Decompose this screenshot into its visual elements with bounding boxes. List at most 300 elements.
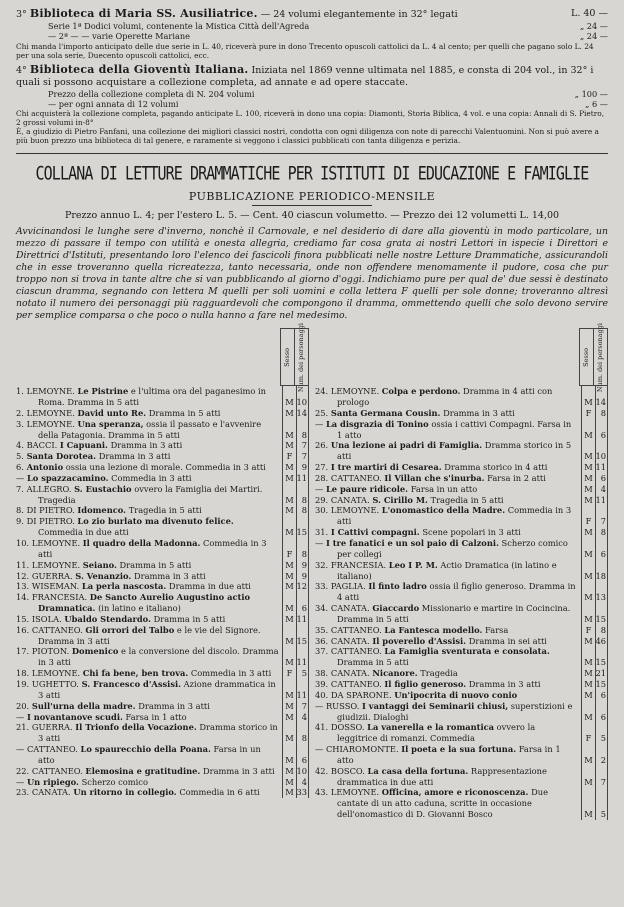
- entry-characters: 10: [296, 386, 309, 408]
- entry-sex: M: [282, 386, 296, 408]
- entry-description: Dramma storico in 3 atti: [38, 722, 278, 744]
- entry-number: 43.: [315, 787, 329, 798]
- play-entry: [315, 722, 608, 744]
- entry-characters: 14: [296, 407, 307, 418]
- play-entry: [16, 712, 309, 723]
- entry-number: 4.: [16, 440, 24, 451]
- entry-description: Farsa in un atto: [38, 744, 261, 765]
- play-entry: [315, 538, 608, 560]
- entry-description: ossia una lezione di morale. Commedia in 3 atti: [63, 462, 266, 473]
- entry-characters: 12: [296, 581, 307, 592]
- entry-number: 40.: [315, 689, 329, 700]
- entry-number: 34.: [315, 603, 329, 614]
- entry-number: 24.: [315, 386, 329, 397]
- play-entry-text: [16, 668, 282, 679]
- play-entry: [315, 701, 608, 723]
- entry-author: BOSCO.: [330, 765, 365, 776]
- play-entry-text: [16, 408, 282, 419]
- entry-title: Una lezione ai padri di Famiglia.: [330, 440, 483, 451]
- play-entry: [16, 408, 309, 419]
- entry-characters: 6: [595, 473, 608, 484]
- entry-characters: 11: [595, 494, 606, 505]
- entry-title: Un ritorno in collegio.: [73, 787, 177, 798]
- entry-number: 38.: [315, 668, 329, 679]
- header-characters: Num. dei personaggi: [596, 322, 604, 392]
- section-4-line-2-price: „ 6 —: [585, 98, 608, 109]
- entry-number: 30.: [315, 505, 329, 516]
- play-list: [16, 322, 608, 820]
- play-entry: [16, 646, 309, 668]
- play-entry: [315, 625, 608, 636]
- entry-number: 28.: [315, 472, 329, 483]
- entry-author: ALLEGRO.: [26, 483, 72, 494]
- play-entry: [315, 646, 608, 668]
- entry-sex: M: [282, 419, 296, 441]
- entry-number: 18.: [16, 668, 30, 679]
- play-entry: [16, 440, 309, 451]
- entry-sex: M: [581, 527, 595, 538]
- entry-number: 42.: [315, 765, 329, 776]
- entry-description: Dramma in 3 atti: [131, 570, 206, 581]
- play-entry: [315, 766, 608, 788]
- entry-characters: 33: [296, 787, 307, 798]
- entry-sex: F: [282, 538, 296, 560]
- play-entry: [16, 484, 309, 506]
- entry-characters: 8: [296, 505, 309, 516]
- play-entry-text: [315, 386, 581, 408]
- entry-number: —: [315, 418, 324, 429]
- entry-description: Dramma in 5 atti: [116, 559, 192, 570]
- entry-title: Un ripiego.: [26, 776, 79, 787]
- entry-characters: 6: [595, 690, 608, 701]
- entry-number: 9.: [16, 516, 24, 527]
- entry-characters: 7: [595, 505, 608, 527]
- play-entry: [16, 668, 309, 679]
- entry-sex: F: [581, 722, 595, 744]
- entry-sex: M: [282, 614, 296, 625]
- play-entry-text: [315, 560, 581, 582]
- entry-characters: 7: [595, 766, 608, 788]
- entry-sex: M: [282, 787, 296, 798]
- entry-author: CANATA.: [330, 668, 370, 679]
- play-entry: [315, 440, 608, 462]
- entry-description: (in latino e italiano): [95, 603, 181, 614]
- play-entry: [315, 505, 608, 527]
- entry-sex: M: [581, 690, 595, 701]
- play-entry: [315, 636, 608, 647]
- play-entry-text: [16, 462, 282, 473]
- entry-characters: 5: [595, 722, 608, 744]
- entry-title: Ubaldo Stendardo.: [64, 613, 151, 624]
- entry-title: Il Trionfo della Vocazione.: [75, 722, 197, 733]
- entry-description: Farsa in 1 atto: [122, 711, 187, 722]
- entry-sex: M: [581, 766, 595, 788]
- play-list-left: [16, 322, 309, 820]
- play-entry: [315, 527, 608, 538]
- play-entry-text: [16, 440, 282, 451]
- entry-title: S. Cirillo M.: [372, 494, 428, 505]
- play-entry-text: [16, 625, 282, 647]
- entry-characters: 9: [296, 462, 309, 473]
- entry-author: LEMOYNE.: [330, 386, 380, 397]
- entry-author: CATTANEO.: [330, 646, 382, 657]
- play-entry: [315, 603, 608, 625]
- entry-title: David unto Re.: [77, 407, 147, 418]
- entry-number: 32.: [315, 559, 329, 570]
- entry-characters: 6: [296, 744, 309, 766]
- entry-author: CANATA.: [330, 494, 370, 505]
- entry-title: Idomenco.: [77, 505, 127, 516]
- entry-description: Commedia in due atti: [38, 527, 129, 538]
- entry-characters: 5: [595, 787, 608, 820]
- entry-description: Tragedia: [417, 668, 458, 679]
- entry-characters: 10: [296, 765, 307, 776]
- entry-description: Dramma storico in 4 atti: [441, 462, 548, 473]
- play-entry-text: [16, 777, 282, 788]
- entry-characters: 11: [296, 679, 309, 701]
- entry-title: La Famiglia sventurata e consolata.: [384, 646, 550, 657]
- entry-title: I novantanove scudi.: [26, 711, 123, 722]
- entry-characters: 4: [296, 712, 309, 723]
- play-entry: [315, 787, 608, 820]
- entry-title: Il poverello d'Assisi.: [372, 635, 467, 646]
- entry-title: De Sancto Aurelio Augustino actio Dramnatica.: [38, 592, 251, 614]
- entry-sex: M: [581, 495, 595, 506]
- section-4-number: 4°: [16, 64, 27, 76]
- entry-sex: M: [282, 646, 296, 668]
- play-entry-text: [315, 419, 581, 441]
- entry-author: PIOTON.: [31, 646, 70, 657]
- entry-title: Domenico: [71, 646, 119, 657]
- entry-characters: 4: [595, 484, 608, 495]
- entry-characters: 6: [595, 701, 608, 723]
- entry-characters: 13: [595, 581, 608, 603]
- entry-description: Dramma in 5 atti: [337, 657, 409, 668]
- entry-description: Dramma in 3 atti: [135, 700, 210, 711]
- entry-author: LEMOYNE.: [31, 559, 81, 570]
- entry-characters: 9: [296, 571, 309, 582]
- entry-description: e le vie del Signore. Dramma in 3 atti: [38, 624, 261, 646]
- entry-number: 23.: [16, 787, 30, 798]
- entry-author: CATTANEO.: [330, 624, 382, 635]
- entry-author: CATTANEO.: [31, 624, 83, 635]
- play-entry: [315, 668, 608, 679]
- entry-description: e la conversione del discolo. Dramma in 3 atti: [38, 646, 279, 668]
- section-3-line-2-price: „ 24 —: [579, 31, 608, 42]
- entry-characters: 15: [296, 625, 309, 647]
- entry-description: Farsa in un atto: [408, 483, 478, 494]
- entry-sex: M: [282, 777, 296, 788]
- entry-title: La vanerella e la romantica: [367, 722, 495, 733]
- play-entry-text: [315, 484, 581, 495]
- play-entry-text: [16, 712, 282, 723]
- entry-number: —: [315, 483, 324, 494]
- entry-sex: M: [581, 581, 595, 603]
- entry-title: S. Venanzio.: [75, 570, 132, 581]
- play-entry: [16, 473, 309, 484]
- entry-number: 5.: [16, 451, 24, 462]
- play-entry: [16, 722, 309, 744]
- entry-author: PAGLIA.: [330, 581, 366, 592]
- play-entry: [315, 495, 608, 506]
- play-entry-text: [315, 636, 581, 647]
- entry-author: CATTANEO.: [330, 678, 382, 689]
- play-entry-text: [16, 538, 282, 560]
- entry-author: RUSSO.: [325, 700, 360, 711]
- entry-title: I Cattivi compagni.: [330, 527, 420, 538]
- header-characters: Num. dei personaggi: [297, 322, 305, 392]
- entry-description: Commedia in 3 atti: [108, 472, 192, 483]
- entry-characters: 8: [296, 722, 309, 744]
- entry-number: 10.: [16, 538, 30, 548]
- section-3: [16, 8, 608, 60]
- entry-number: —: [16, 711, 25, 722]
- entry-description: Farsa: [482, 624, 509, 635]
- entry-sex: M: [581, 560, 595, 582]
- entry-author: LEMOYNE.: [26, 407, 75, 418]
- entry-sex: M: [581, 646, 595, 668]
- entry-number: 35.: [315, 624, 329, 635]
- entry-sex: M: [282, 625, 296, 647]
- play-entry-text: [315, 462, 581, 473]
- entry-author: LEMOYNE.: [330, 505, 380, 516]
- entry-characters: 8: [595, 625, 608, 636]
- play-entry-text: [16, 473, 282, 484]
- entry-number: 41.: [315, 722, 329, 733]
- entry-description: Due cantate di un atto caduna, scritte in occasione dell'onomastico di D. Giovanni Bosco: [337, 787, 548, 820]
- entry-title: Un'ipocrita di nuovo conio: [394, 689, 518, 700]
- section-3-number: 3°: [16, 9, 27, 20]
- entry-author: FRANCESIA.: [31, 592, 88, 603]
- play-entry-text: [315, 581, 581, 603]
- entry-description: Commedia in 6 atti: [176, 787, 260, 798]
- entry-author: ISOLA.: [31, 613, 62, 624]
- section-3-line-2: — 2ª — — varie Operette Mariane: [48, 31, 190, 42]
- entry-characters: 8: [595, 408, 608, 419]
- entry-sex: M: [282, 516, 296, 538]
- entry-title: Officina, amore e riconoscenza.: [381, 787, 529, 798]
- play-entry-text: [315, 625, 581, 636]
- play-entry-text: [16, 701, 282, 712]
- play-entry: [16, 766, 309, 777]
- entry-title: Lo spaurecchio della Poana.: [80, 744, 211, 755]
- entry-description: Scene popolari in 3 atti: [419, 527, 521, 538]
- play-entry-text: [315, 787, 581, 820]
- entry-title: La disgrazia di Tonino: [325, 418, 429, 429]
- entry-sex: M: [282, 408, 296, 419]
- entry-description: Dramma in due atti: [166, 581, 251, 592]
- entry-sex: M: [581, 440, 595, 462]
- play-entry: [315, 408, 608, 419]
- play-entry: [315, 462, 608, 473]
- entry-author: CANATA.: [31, 787, 71, 798]
- play-entry: [16, 560, 309, 571]
- entry-sex: M: [282, 571, 296, 582]
- entry-title: Il finto ladro: [368, 581, 427, 592]
- entry-description: Rappresentazione drammatica in due atti: [337, 765, 547, 787]
- play-entry: [16, 505, 309, 516]
- entry-title: Il poeta e la sua fortuna.: [401, 744, 517, 755]
- entry-author: LEMOYNE.: [31, 538, 81, 548]
- entry-sex: M: [282, 473, 296, 484]
- entry-author: DI PIETRO.: [26, 516, 75, 527]
- play-entry: [16, 592, 309, 614]
- play-entry-text: [16, 560, 282, 571]
- entry-author: BACCI.: [26, 440, 58, 451]
- play-entry-text: [16, 571, 282, 582]
- entry-sex: M: [581, 679, 595, 690]
- entry-sex: M: [581, 603, 595, 625]
- play-entry-text: [16, 484, 282, 506]
- entry-title: Santa Germana Cousin.: [330, 407, 441, 418]
- entry-title: Antonio: [26, 462, 64, 473]
- entry-number: 19.: [16, 678, 30, 689]
- entry-number: 25.: [315, 407, 329, 418]
- entry-title: Leo I P. M.: [388, 559, 438, 570]
- entry-description: Commedia in 3 atti: [337, 505, 572, 527]
- entry-title: Colpa e perdono.: [381, 386, 461, 397]
- entry-characters: 46: [595, 635, 606, 646]
- entry-description: superstizioni e giudizii. Dialoghi: [337, 700, 573, 722]
- header-sex: Sesso: [283, 347, 291, 367]
- entry-author: LEMOYNE.: [26, 386, 75, 397]
- entry-number: 29.: [315, 494, 329, 505]
- entry-sex: M: [282, 712, 296, 723]
- entry-number: 11.: [16, 559, 30, 570]
- entry-title: I vantaggi dei Seminarii chiusi,: [362, 700, 509, 711]
- entry-characters: 11: [296, 646, 309, 668]
- play-entry-text: [315, 701, 581, 723]
- entry-sex: F: [581, 625, 595, 636]
- entry-sex: M: [581, 462, 595, 473]
- play-entry-text: [16, 505, 282, 516]
- play-entry: [315, 690, 608, 701]
- play-entry-text: [315, 473, 581, 484]
- entry-number: 6.: [16, 462, 24, 473]
- entry-title: Le Pistrine: [77, 386, 129, 397]
- entry-description: Tragedia in 5 atti: [427, 494, 504, 505]
- entry-description: Actio Dramatica (in latino e italiano): [337, 559, 557, 581]
- play-entry-text: [315, 646, 581, 668]
- entry-sex: M: [282, 701, 296, 712]
- entry-number: —: [315, 538, 324, 548]
- entry-sex: F: [282, 668, 296, 679]
- play-entry-text: [16, 451, 282, 462]
- entry-title: Chi fa bene, ben trova.: [82, 668, 189, 679]
- entry-characters: 8: [296, 419, 309, 441]
- play-entry-text: [315, 440, 581, 462]
- entry-author: LEMOYNE.: [330, 787, 380, 798]
- collana-intro: Avvicinandosi le lunghe sere d'inverno, nonchè il Carnovale, e nel desiderio di dare alla gioventù in modo particolare, un mezzo di passare il tempo con utilità e onesta allegria, crediamo far cosa grata ai nostri Lettori in ispecie i Direttori e Direttrici d'Istituti, presentando loro l'elenco dei fascicoli finora pubblicati nelle nostre Letture Drammatiche, assicurandoli che in esse troveranno quella ricreatezza, tanto necessaria, onde non offendere menomamente il pudore, cosa che pur troppo non si trova in tante altre che si van pubblicando al giorno d'oggi. Indichiamo pure per qual de' due sessi è destinato ciascun dramma, segnando con lettera M quelli per soli uomini e colla lettera F quelli per sole donne; troveranno altresì notato il numero dei personaggi più ragguardevoli che compongono il dramma, ommettendo quelli che solo devono servire per semplice comparsa o che poco o nulla hanno a fare nel medesimo.: [16, 226, 608, 322]
- section-4: [16, 64, 608, 146]
- entry-number: —: [16, 472, 25, 483]
- play-entry-text: [16, 766, 282, 777]
- section-4-line-1-price: „ 100 —: [574, 88, 608, 99]
- entry-sex: F: [282, 451, 296, 462]
- entry-number: 17.: [16, 646, 30, 657]
- play-entry-text: [315, 722, 581, 744]
- entry-title: S. Francesco d'Assisi.: [81, 678, 182, 689]
- entry-characters: 6: [595, 538, 608, 560]
- entry-characters: 11: [296, 613, 307, 624]
- play-entry: [16, 538, 309, 560]
- play-entry-text: [315, 495, 581, 506]
- entry-sex: M: [581, 419, 595, 441]
- play-entry-text: [315, 505, 581, 527]
- entry-description: Dramma storico in 5 atti: [337, 440, 572, 462]
- section-3-heading-price: L. 40 —: [571, 8, 608, 19]
- play-list-right: [315, 322, 608, 820]
- play-entry-text: [16, 614, 282, 625]
- entry-number: 13.: [16, 581, 30, 592]
- entry-number: 12.: [16, 570, 30, 581]
- play-entry-text: [315, 408, 581, 419]
- play-entry: [16, 419, 309, 441]
- entry-sex: M: [282, 744, 296, 766]
- entry-description: Scherzo comico per collegi: [337, 538, 568, 559]
- play-entry-text: [315, 527, 581, 538]
- entry-sex: M: [282, 484, 296, 506]
- entry-sex: M: [282, 581, 296, 592]
- entry-number: 15.: [16, 613, 30, 624]
- entry-characters: 6: [595, 419, 608, 441]
- entry-number: 27.: [315, 462, 329, 473]
- section-3-heading-rest: — 24 volumi elegantemente in 32° legati: [260, 9, 458, 20]
- play-entry: [16, 451, 309, 462]
- entry-sex: M: [581, 701, 595, 723]
- entry-number: —: [16, 776, 25, 787]
- entry-sex: M: [282, 592, 296, 614]
- entry-title: Giaccardo: [372, 603, 420, 614]
- play-entry-text: [16, 419, 282, 441]
- entry-title: S. Eustachio: [74, 483, 132, 494]
- entry-description: Dramma in 5 atti: [150, 613, 226, 624]
- section-4-line-1: Prezzo della collezione completa di N. 204 volumi: [48, 88, 255, 99]
- entry-description: ossia il figlio generoso. Dramma in 4 atti: [337, 581, 576, 603]
- entry-characters: 7: [296, 701, 309, 712]
- play-entry-text: [16, 516, 282, 538]
- subtitle-rule: [252, 205, 372, 206]
- entry-number: —: [315, 744, 324, 755]
- play-entry: [16, 787, 309, 798]
- entry-description: ossia i cattivi Compagni. Farsa in 1 atto: [337, 418, 572, 440]
- entry-characters: 15: [595, 646, 608, 668]
- section-3-line-1: Serie 1ª Dodici volumi, contenente la Mistica Città dell'Agreda: [48, 21, 310, 31]
- play-entry-text: [315, 690, 581, 701]
- collana-prices: Prezzo annuo L. 4; per l'estero L. 5. — Cent. 40 ciascun volumetto. — Prezzo dei 12 volumetti L. 14,00: [64, 210, 560, 222]
- play-entry-text: [16, 592, 282, 614]
- play-entry-text: [315, 603, 581, 625]
- entry-characters: 7: [296, 451, 309, 462]
- section-3-heading: Biblioteca di Maria SS. Ausiliatrice.: [29, 8, 258, 20]
- entry-number: 31.: [315, 527, 329, 538]
- play-entry: [16, 701, 309, 712]
- section-4-line-2: — per ogni annata di 12 volumi: [48, 98, 179, 109]
- play-entry: [16, 625, 309, 647]
- entry-author: UGHETTO.: [31, 678, 79, 689]
- entry-author: GUERRA.: [31, 722, 73, 733]
- entry-description: ovvero la Famiglia dei Martiri. Tragedia: [38, 483, 263, 505]
- entry-description: Dramma in 4 atti con prologo: [337, 386, 553, 408]
- entry-characters: 4: [296, 777, 309, 788]
- section-3-line-1-price: „ 24 —: [579, 21, 608, 31]
- entry-number: 2.: [16, 407, 24, 418]
- entry-author: CANATA.: [330, 603, 370, 614]
- entry-characters: 6: [296, 592, 309, 614]
- play-entry: [315, 744, 608, 766]
- entry-sex: F: [581, 505, 595, 527]
- entry-sex: M: [581, 484, 595, 495]
